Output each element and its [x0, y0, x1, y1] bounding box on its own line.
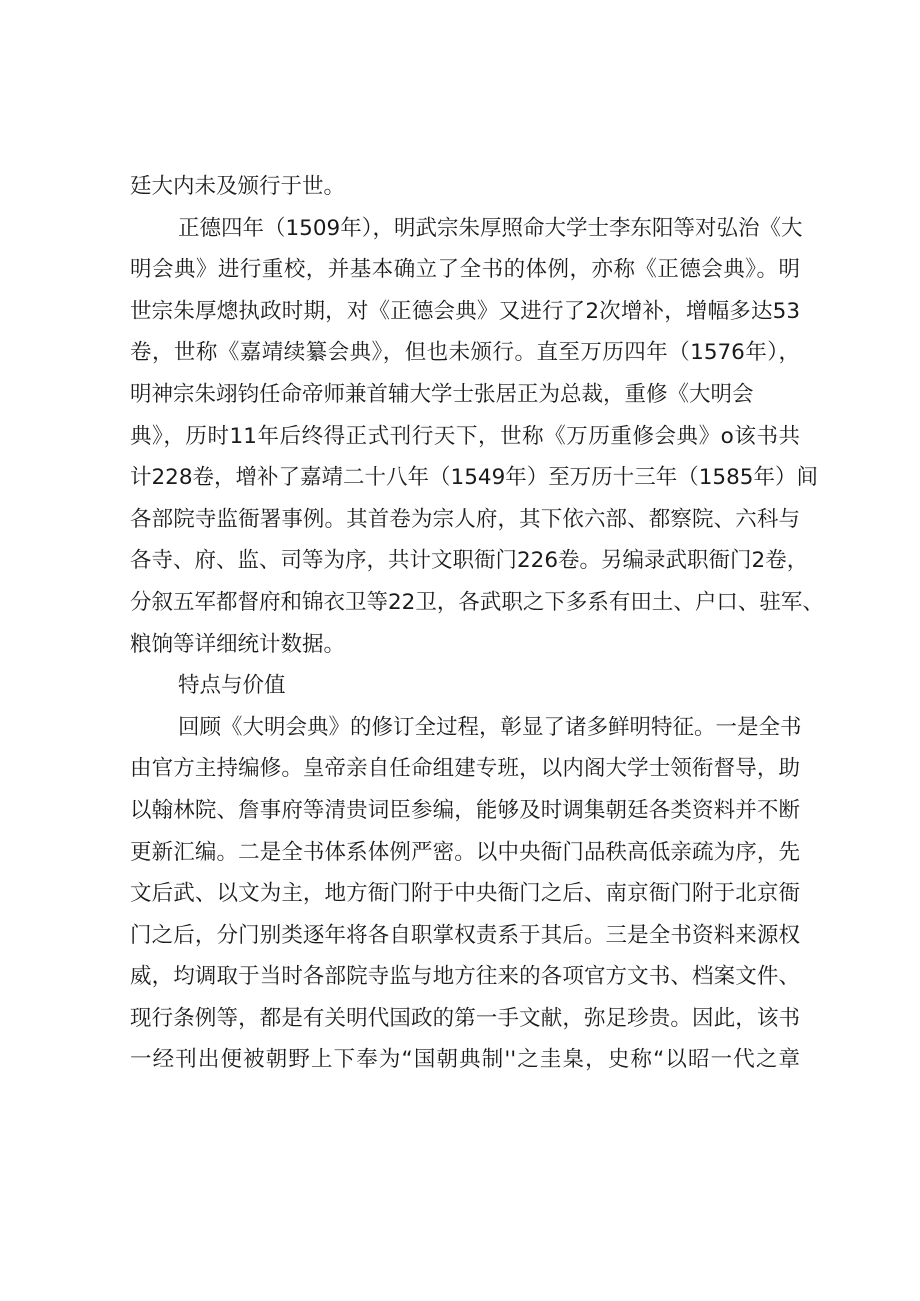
- paragraph-text-line: 各部院寺监衙署事例。其首卷为宗人府，其下依六部、都察院、六科与: [130, 506, 800, 532]
- paragraph-text-line: 回顾《大明会典》的修订全过程，彰显了诸多鲜明特征。一是全书: [178, 714, 802, 740]
- paragraph-text-line: 由官方主持编修。皇帝亲自任命组建专班，以内阁大学士领衔督导，助: [130, 756, 800, 782]
- paragraph-text-line: 文后武、以文为主，地方衙门附于中央衙门之后、南京衙门附于北京衙: [130, 881, 800, 907]
- document-body: [130, 166, 824, 1081]
- paragraph-text-line: 以翰林院、詹事府等清贵词臣参编，能够及时调集朝廷各类资料并不断: [130, 797, 800, 823]
- paragraph-text-line: 卷，世称《嘉靖续纂会典》，但也未颁行。直至万历四年（1576年），: [130, 340, 800, 366]
- paragraph-text-line: 明神宗朱翊钧任命帝师兼首辅大学士张居正为总裁，重修《大明会: [130, 381, 754, 407]
- paragraph-text-line: 门之后，分门别类逐年将各自职掌权责系于其后。三是全书资料来源权: [130, 922, 800, 948]
- paragraph-text-line: 更新汇编。二是全书体系体例严密。以中央衙门品秩高低亲疏为序，先: [130, 839, 800, 865]
- paragraph-text-line: 明会典》进行重校，并基本确立了全书的体例，亦称《正德会典》。明: [130, 257, 800, 283]
- paragraph-text-line: 粮饷等详细统计数据。: [130, 631, 346, 657]
- paragraph-text-line: 各寺、府、监、司等为序，共计文职衙门226卷。另编录武职衙门2卷，: [130, 548, 809, 574]
- section-heading: 特点与价值: [178, 673, 286, 699]
- paragraph-text-line: 计228卷，增补了嘉靖二十八年（1549年）至万历十三年（1585年）间: [130, 465, 818, 491]
- paragraph-text-line: 廷大内未及颁行于世。: [130, 174, 346, 199]
- paragraph-text-line: 现行条例等，都是有关明代国政的第一手文献，弥足珍贵。因此，该书: [130, 1005, 800, 1031]
- paragraph-text-line: 一经刊出便被朝野上下奉为“国朝典制''之圭臬，史称“以昭一代之章: [130, 1047, 800, 1073]
- paragraph-text-line: 世宗朱厚熜执政时期，对《正德会典》又进行了2次增补，增幅多达53: [130, 298, 800, 324]
- paragraph-text-line: 典》，历时11年后终得正式刊行天下，世称《万历重修会典》o该书共: [130, 423, 800, 449]
- paragraph-text-line: 分叙五军都督府和锦衣卫等22卫，各武职之下多系有田土、户口、驻军、: [130, 589, 824, 615]
- paragraph-text-line: 威，均调取于当时各部院寺监与地方往来的各项官方文书、档案文件、: [130, 964, 800, 990]
- paragraph-text-line: 正德四年（1509年），明武宗朱厚照命大学士李东阳等对弘治《大: [178, 215, 803, 241]
